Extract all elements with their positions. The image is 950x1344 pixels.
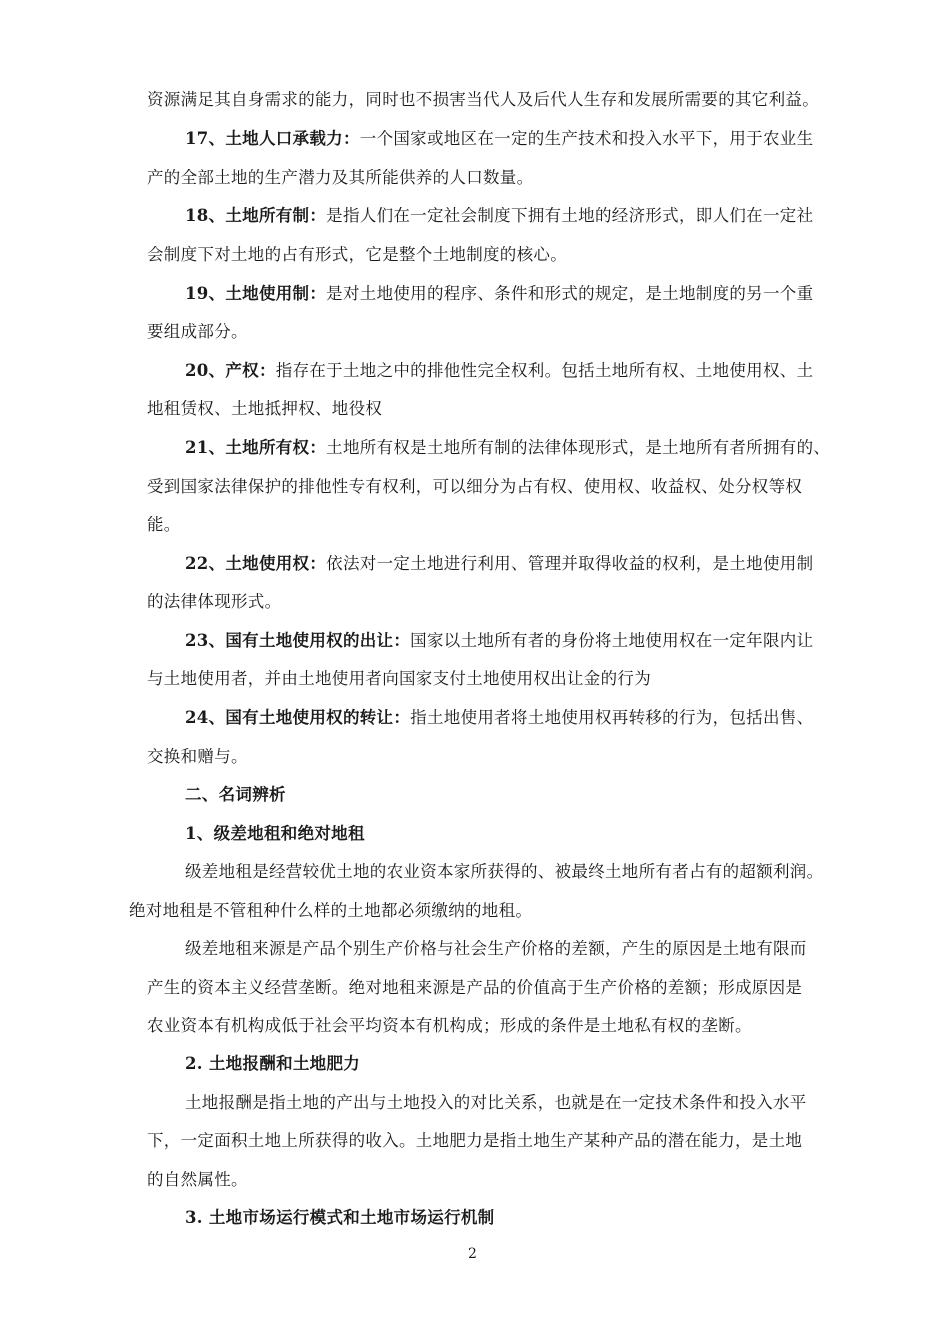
term-label: 23、国有土地使用权的出让： xyxy=(185,631,411,650)
definition-24: 24、国有土地使用权的转让：指土地使用者将土地使用权再转移的行为，包括出售、 xyxy=(185,708,814,727)
text-line: 级差地租是经营较优土地的农业资本家所获得的、被最终土地所有者占有的超额利润。 xyxy=(185,862,824,881)
subsection-heading-3: 3. 土地市场运行模式和土地市场运行机制 xyxy=(185,1208,495,1227)
definition-20: 20、产权：指存在于土地之中的排他性完全权利。包括土地所有权、土地使用权、土 xyxy=(185,361,814,380)
text-line: 的自然属性。 xyxy=(147,1170,248,1189)
text-line: 下，一定面积土地上所获得的收入。土地肥力是指土地生产某种产品的潜在能力，是土地 xyxy=(147,1131,803,1150)
definition-17: 17、土地人口承载力：一个国家或地区在一定的生产技术和投入水平下，用于农业生 xyxy=(185,129,814,148)
section-heading: 二、名词辨析 xyxy=(185,785,286,804)
text-line: 级差地租来源是产品个别生产价格与社会生产价格的差额，产生的原因是土地有限而 xyxy=(185,939,807,958)
definition-19: 19、土地使用制：是对土地使用的程序、条件和形式的规定，是土地制度的另一个重 xyxy=(185,284,814,303)
subsection-heading-1: 1、级差地租和绝对地租 xyxy=(185,824,365,843)
definition-23: 23、国有土地使用权的出让：国家以土地所有者的身份将土地使用权在一定年限内让 xyxy=(185,631,814,650)
term-label: 17、土地人口承载力： xyxy=(185,129,360,148)
text-line: 农业资本有机构成低于社会平均资本有机构成；形成的条件是土地私有权的垄断。 xyxy=(147,1016,752,1035)
page-number: 2 xyxy=(468,1246,477,1262)
term-label: 18、土地所有制： xyxy=(185,206,327,225)
text-line: 产生的资本主义经营垄断。绝对地租来源是产品的价值高于生产价格的差额；形成原因是 xyxy=(147,978,803,997)
term-label: 21、土地所有权： xyxy=(185,438,327,457)
text-line: 绝对地租是不管租种什么样的土地都必须缴纳的地租。 xyxy=(129,901,533,920)
text-line: 产的全部土地的生产潜力及其所能供养的人口数量。 xyxy=(147,168,534,187)
text-line: 能。 xyxy=(147,515,181,534)
term-label: 22、土地使用权： xyxy=(185,554,327,573)
term-label: 20、产权： xyxy=(185,361,276,380)
subsection-heading-2: 2. 土地报酬和土地肥力 xyxy=(185,1054,361,1073)
text-line: 资源满足其自身需求的能力，同时也不损害当代人及后代人生存和发展所需要的其它利益。 xyxy=(147,90,819,109)
definition-22: 22、土地使用权：依法对一定土地进行利用、管理并取得收益的权利，是土地使用制 xyxy=(185,554,814,573)
text-line: 土地报酬是指土地的产出与土地投入的对比关系，也就是在一定技术条件和投入水平 xyxy=(185,1093,807,1112)
text-line: 要组成部分。 xyxy=(147,322,248,341)
term-label: 24、国有土地使用权的转让： xyxy=(185,708,411,727)
text-line: 与土地使用者，并由土地使用者向国家支付土地使用权出让金的行为 xyxy=(147,669,651,688)
definition-21: 21、土地所有权：土地所有权是土地所有制的法律体现形式，是土地所有者所拥有的、 xyxy=(185,438,831,457)
text-line: 会制度下对土地的占有形式，它是整个土地制度的核心。 xyxy=(147,245,567,264)
term-label: 19、土地使用制： xyxy=(185,284,327,303)
text-line: 地租赁权、土地抵押权、地役权 xyxy=(147,399,383,418)
text-line: 交换和赠与。 xyxy=(147,747,248,766)
definition-18: 18、土地所有制：是指人们在一定社会制度下拥有土地的经济形式，即人们在一定社 xyxy=(185,206,814,225)
text-line: 受到国家法律保护的排他性专有权利，可以细分为占有权、使用权、收益权、处分权等权 xyxy=(147,477,803,496)
text-line: 的法律体现形式。 xyxy=(147,592,282,611)
